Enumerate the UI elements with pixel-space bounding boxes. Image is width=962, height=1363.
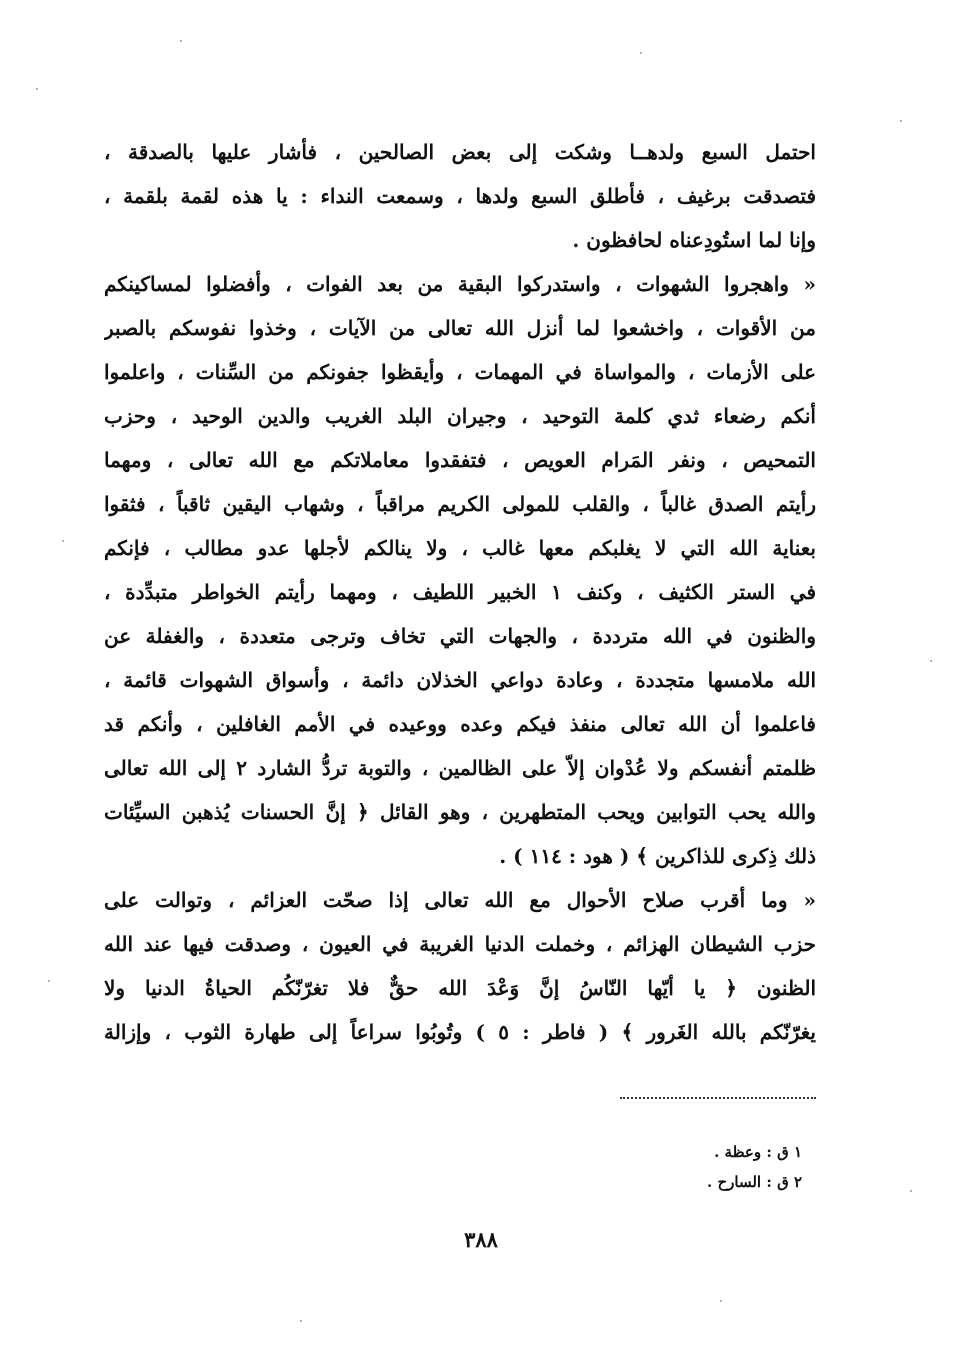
paper-speck [930,660,932,662]
text-line: فتصدقت برغيف ، فأطلق السبع ولدها ، وسمعت النداء : يا هذه لقمة بلقمة ، [104,184,816,208]
text-line: « وما أقرب صلاح الأحوال مع الله تعالى إذا صحّت العزائم ، وتوالت على [104,888,816,912]
paper-speck [36,88,38,90]
paper-speck [180,40,182,42]
text-line: أنكم رضعاء ثدي كلمة التوحيد ، وجيران البلد الغريب والدين الوحيد ، وحزب [104,404,816,428]
text-line: الله ملامسها متجددة ، وعادة دواعي الخذلان دائمة ، وأسواق الشهوات قائمة ، [104,668,816,692]
text-line: حزب الشيطان الهزائم ، وخملت الدنيا الغريبة في العيون ، وصدقت فيها عند الله [104,932,816,956]
paper-speck [720,1300,722,1302]
text-line: على الأزمات ، والمواساة في المهمات ، وأيقظوا جفونكم من السِّنات ، واعلموا [104,360,816,384]
text-line: ذلك ذِكرى للذاكرين ﴾ ( هود : ١١٤ ) . [499,844,816,868]
text-line: من الأقوات ، واخشعوا لما أنزل الله تعالى من الآيات ، وخذوا نفوسكم بالصبر [104,316,816,340]
paper-speck [900,120,902,122]
footnotes [600,1137,802,1197]
text-line: فاعلموا أن الله تعالى منفذ فيكم وعده ووعيده في الأمم الغافلين ، وأنكم قد [104,712,816,736]
text-line: « واهجروا الشهوات ، واستدركوا البقية من بعد الفوات ، وأفضلوا لمساكينكم [104,272,816,296]
text-line: بعناية الله التي لا يغلبكم معها غالب ، ولا ينالكم لأجلها عدو مطالب ، فإنكم [104,536,816,560]
paper-speck [910,1190,912,1192]
text-line: رأيتم الصدق غالباً ، والقلب للمولى الكريم مراقباً ، وشهاب اليقين ثاقباً ، فثقوا [104,492,816,516]
paper-speck [62,540,64,542]
paper-speck [640,52,642,54]
footnote-item: ٢ ق : السارح . [707,1173,802,1191]
text-line: في الستر الكثيف ، وكنف ١ الخبير اللطيف ، ومهما رأيتم الخواطر متبدِّدة ، [104,580,816,604]
text-line: والظنون في الله مترددة ، والجهات التي تخاف وترجى متعددة ، والغفلة عن [104,624,816,648]
text-line: والله يحب التوابين ويحب المتطهرين ، وهو القائل ﴿ إنَّ الحسنات يُذهبن السيِّئات [104,800,816,824]
text-line: التمحيص ، ونفر المَرام العويص ، فتفقدوا معاملاتكم مع الله تعالى ، ومهما [104,448,816,472]
text-line: يغرّنّكم بالله الغَرور ﴾ ( فاطر : ٥ ) وتُوبُوا سراعاً إلى طهارة الثوب ، وإزالة [104,1020,816,1044]
text-line: وإنا لما استُودِعناه لحافظون . [572,228,816,252]
footnote-item: ١ ق : وعظة . [714,1143,802,1161]
paper-speck [48,980,50,982]
page-number: ٣٨٨ [464,1227,498,1252]
paper-speck [300,1320,302,1322]
main-text [104,130,816,1054]
text-line: ظلمتم أنفسكم ولا عُدْوان إلاّ على الظالمين ، والتوبة تردُّ الشارد ٢ إلى الله تعالى [104,756,816,780]
footnote-separator [620,1097,816,1099]
text-line: احتمل السبع ولدهــا وشكت إلى بعض الصالحين ، فأشار عليها بالصدقة ، [104,140,816,164]
text-line: الظنون ﴿ يا أيّها النّاسُ إنَّ وَعْدَ الله حقٌّ فلا تغرّنّكُم الحياةُ الدنيا ولا [104,976,816,1000]
